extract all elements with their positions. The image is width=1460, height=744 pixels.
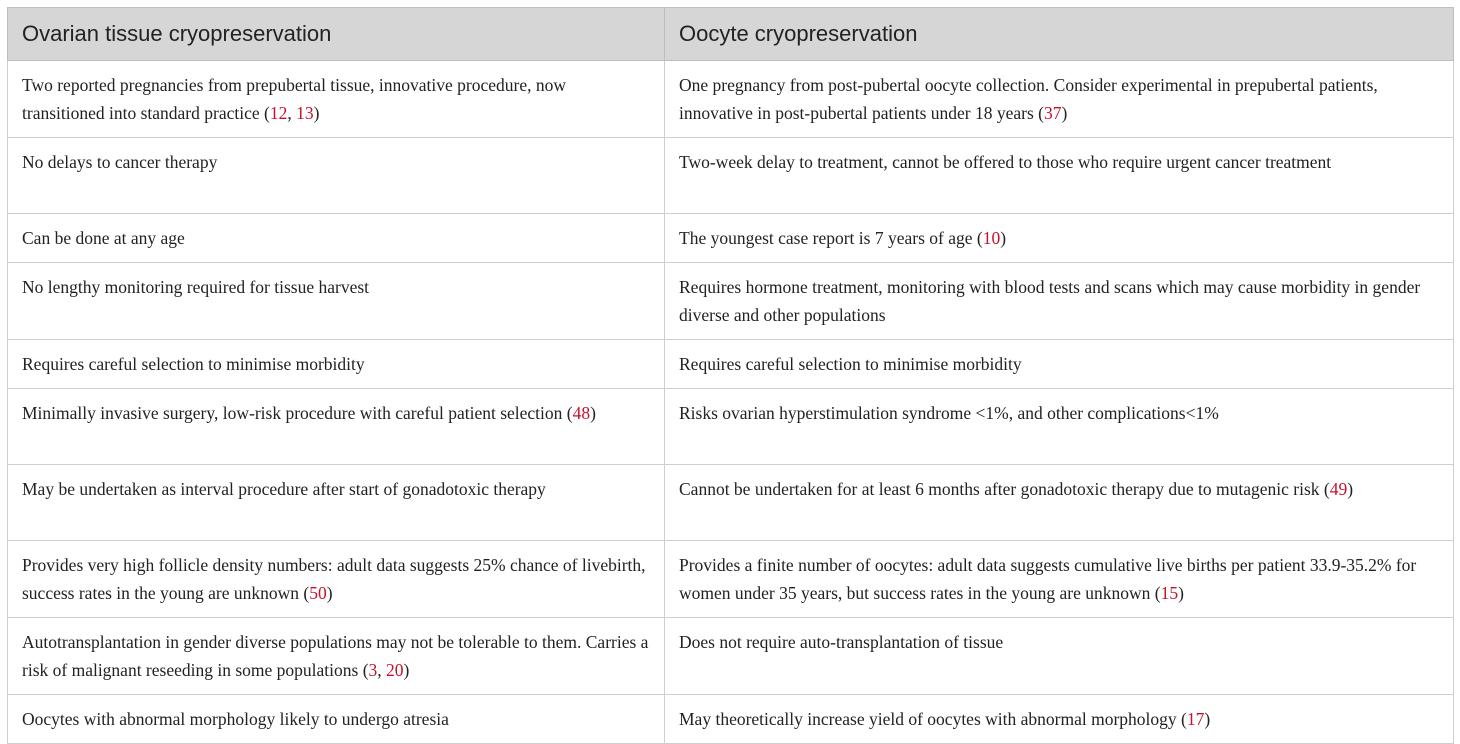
table-cell-right: May theoretically increase yield of oocytes with abnormal morphology (17) xyxy=(665,695,1454,744)
table-row xyxy=(8,695,1454,744)
table-row xyxy=(8,61,1454,138)
table-cell-right: Does not require auto-transplantation of tissue xyxy=(665,618,1454,695)
table-cell-left: No delays to cancer therapy xyxy=(8,138,665,214)
reference-link[interactable]: 17 xyxy=(1186,709,1205,729)
table-cell-left: May be undertaken as interval procedure after start of gonadotoxic therapy xyxy=(8,465,665,541)
table-cell-right: Requires careful selection to minimise morbidity xyxy=(665,340,1454,389)
table-row xyxy=(8,214,1454,263)
table-cell-right: One pregnancy from post-pubertal oocyte collection. Consider experimental in prepubertal patients, innovative in post-pubertal patients under 18 years (37) xyxy=(665,61,1454,138)
reference-link[interactable]: 49 xyxy=(1329,479,1348,499)
table-cell-left: Oocytes with abnormal morphology likely to undergo atresia xyxy=(8,695,665,744)
column-header-oocyte: Oocyte cryopreservation xyxy=(665,8,1454,61)
table-row xyxy=(8,389,1454,465)
header-row xyxy=(8,8,1454,61)
table-cell-left: Can be done at any age xyxy=(8,214,665,263)
table-cell-left: Requires careful selection to minimise morbidity xyxy=(8,340,665,389)
reference-link[interactable]: 50 xyxy=(309,583,327,603)
table-row xyxy=(8,138,1454,214)
reference-link[interactable]: 15 xyxy=(1160,583,1179,603)
table-cell-left: No lengthy monitoring required for tissue harvest xyxy=(8,263,665,340)
table-row xyxy=(8,340,1454,389)
reference-link[interactable]: 12 xyxy=(269,103,288,123)
comparison-table xyxy=(7,7,1454,744)
reference-link[interactable]: 3 xyxy=(368,660,378,680)
table-cell-left: Provides very high follicle density numbers: adult data suggests 25% chance of livebirth, success rates in the young are unknown (50) xyxy=(8,541,665,618)
table-cell-left: Two reported pregnancies from prepubertal tissue, innovative procedure, now transitioned into standard practice (12, 13) xyxy=(8,61,665,138)
table-cell-left: Autotransplantation in gender diverse populations may not be tolerable to them. Carries a risk of malignant reseeding in some populations (3, 20) xyxy=(8,618,665,695)
reference-link[interactable]: 48 xyxy=(572,403,591,423)
table-cell-right: Risks ovarian hyperstimulation syndrome <1%, and other complications<1% xyxy=(665,389,1454,465)
table-cell-left: Minimally invasive surgery, low-risk procedure with careful patient selection (48) xyxy=(8,389,665,465)
reference-link[interactable]: 37 xyxy=(1043,103,1062,123)
column-header-ovarian-tissue: Ovarian tissue cryopreservation xyxy=(8,8,665,61)
reference-link[interactable]: 20 xyxy=(386,660,404,680)
table-cell-right: Two-week delay to treatment, cannot be offered to those who require urgent cancer treatment xyxy=(665,138,1454,214)
table-row xyxy=(8,263,1454,340)
table-cell-right: Cannot be undertaken for at least 6 months after gonadotoxic therapy due to mutagenic risk (49) xyxy=(665,465,1454,541)
table-row xyxy=(8,618,1454,695)
table-cell-right: The youngest case report is 7 years of age (10) xyxy=(665,214,1454,263)
reference-link[interactable]: 10 xyxy=(982,228,1001,248)
table-row xyxy=(8,465,1454,541)
table-cell-right: Requires hormone treatment, monitoring with blood tests and scans which may cause morbidity in gender diverse and other populations xyxy=(665,263,1454,340)
reference-link[interactable]: 13 xyxy=(296,103,314,123)
table-row xyxy=(8,541,1454,618)
table-cell-right: Provides a finite number of oocytes: adult data suggests cumulative live births per patient 33.9-35.2% for women under 35 years, but success rates in the young are unknown (15) xyxy=(665,541,1454,618)
